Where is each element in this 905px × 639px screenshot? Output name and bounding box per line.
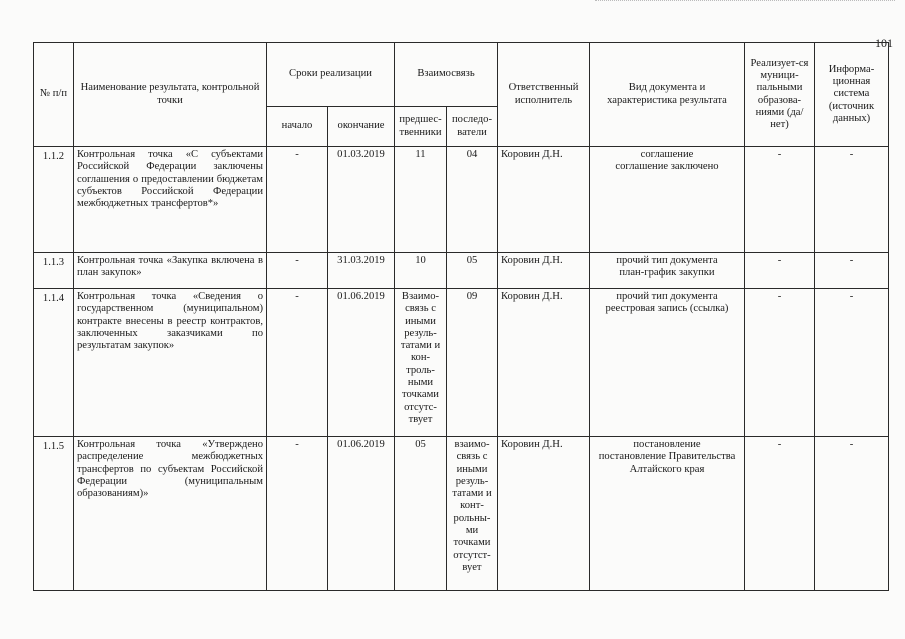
- result-name: Контрольная точка «Закупка включена в план закупок»: [74, 253, 267, 289]
- header-end: окончание: [328, 107, 395, 147]
- municipal-flag: -: [745, 289, 815, 437]
- responsible: Коровин Д.Н.: [498, 289, 590, 437]
- document-description: постановление Правительства Алтайского края: [598, 451, 736, 475]
- header-info-system: Информа-ционная система (источник данных): [815, 43, 889, 147]
- successors: взаимо-связь с иными резуль-татами и конт-рольны-ми точками отсутст-вует: [447, 437, 498, 591]
- municipal-flag: -: [745, 437, 815, 591]
- page-number: 101: [875, 36, 893, 50]
- info-source: -: [815, 437, 889, 591]
- table-row: [34, 289, 889, 437]
- end-date: 01.06.2019: [328, 437, 395, 591]
- header-number: № п/п: [34, 43, 74, 147]
- control-points-table-frame: [33, 42, 889, 591]
- end-date: 01.03.2019: [328, 147, 395, 253]
- row-number: 1.1.5: [34, 437, 74, 591]
- successors: 04: [447, 147, 498, 253]
- start-date: -: [267, 437, 328, 591]
- header-terms: Сроки реализации: [267, 43, 395, 107]
- end-date: 01.06.2019: [328, 289, 395, 437]
- row-number: 1.1.2: [34, 147, 74, 253]
- header-successors: последо-ватели: [447, 107, 498, 147]
- header-start: начало: [267, 107, 328, 147]
- document-type: прочий тип документа: [616, 291, 718, 302]
- document-type: прочий тип документа: [616, 255, 718, 266]
- start-date: -: [267, 147, 328, 253]
- predecessors: 10: [395, 253, 447, 289]
- document-description: план-график закупки: [619, 267, 715, 279]
- document-description: соглашение заключено: [615, 161, 719, 173]
- responsible: Коровин Д.Н.: [498, 253, 590, 289]
- document-description: реестровая запись (ссылка): [605, 303, 729, 315]
- row-number: 1.1.3: [34, 253, 74, 289]
- start-date: -: [267, 289, 328, 437]
- table-row: [34, 147, 889, 253]
- successors: 05: [447, 253, 498, 289]
- predecessors: Взаимо-связь с иными резуль-татами и кон-троль-ными точками отсутс-твует: [395, 289, 447, 437]
- responsible: Коровин Д.Н.: [498, 437, 590, 591]
- table-row: [34, 253, 889, 289]
- header-municipal: Реализует-ся муници-пальными образова-ниями (да/нет): [745, 43, 815, 147]
- result-name: Контрольная точка «Утверждено распределение межбюджетных трансфертов по субъектам Российской Федерации (муниципальным образованиям)»: [74, 437, 267, 591]
- document-cell: [590, 147, 745, 253]
- municipal-flag: -: [745, 253, 815, 289]
- table-row: [34, 437, 889, 591]
- result-name: Контрольная точка «Сведения о государственном (муниципальном) контракте внесены в реестр контрактов, заключенных заказчиками по результатам закупок»: [74, 289, 267, 437]
- predecessors: 05: [395, 437, 447, 591]
- info-source: -: [815, 289, 889, 437]
- municipal-flag: -: [745, 147, 815, 253]
- document-type: соглашение: [640, 149, 694, 160]
- control-points-table: [33, 42, 889, 591]
- header-predecessors: предшес-твенники: [395, 107, 447, 147]
- successors: 09: [447, 289, 498, 437]
- top-edge-artifact: [595, 0, 895, 4]
- document-cell: [590, 437, 745, 591]
- header-relation: Взаимосвязь: [395, 43, 498, 107]
- predecessors: 11: [395, 147, 447, 253]
- document-cell: [590, 253, 745, 289]
- header-document-type: Вид документа и характеристика результата: [590, 43, 745, 147]
- document-type: постановление: [633, 439, 701, 450]
- document-cell: [590, 289, 745, 437]
- info-source: -: [815, 147, 889, 253]
- result-name: Контрольная точка «С субъектами Российской Федерации заключены соглашения о предоставлении бюджетам субъектов Российской Федерации межбюджетных трансфертов*»: [74, 147, 267, 253]
- start-date: -: [267, 253, 328, 289]
- row-number: 1.1.4: [34, 289, 74, 437]
- header-responsible: Ответственный исполнитель: [498, 43, 590, 147]
- end-date: 31.03.2019: [328, 253, 395, 289]
- info-source: -: [815, 253, 889, 289]
- responsible: Коровин Д.Н.: [498, 147, 590, 253]
- header-result-name: Наименование результата, контрольной точки: [74, 43, 267, 147]
